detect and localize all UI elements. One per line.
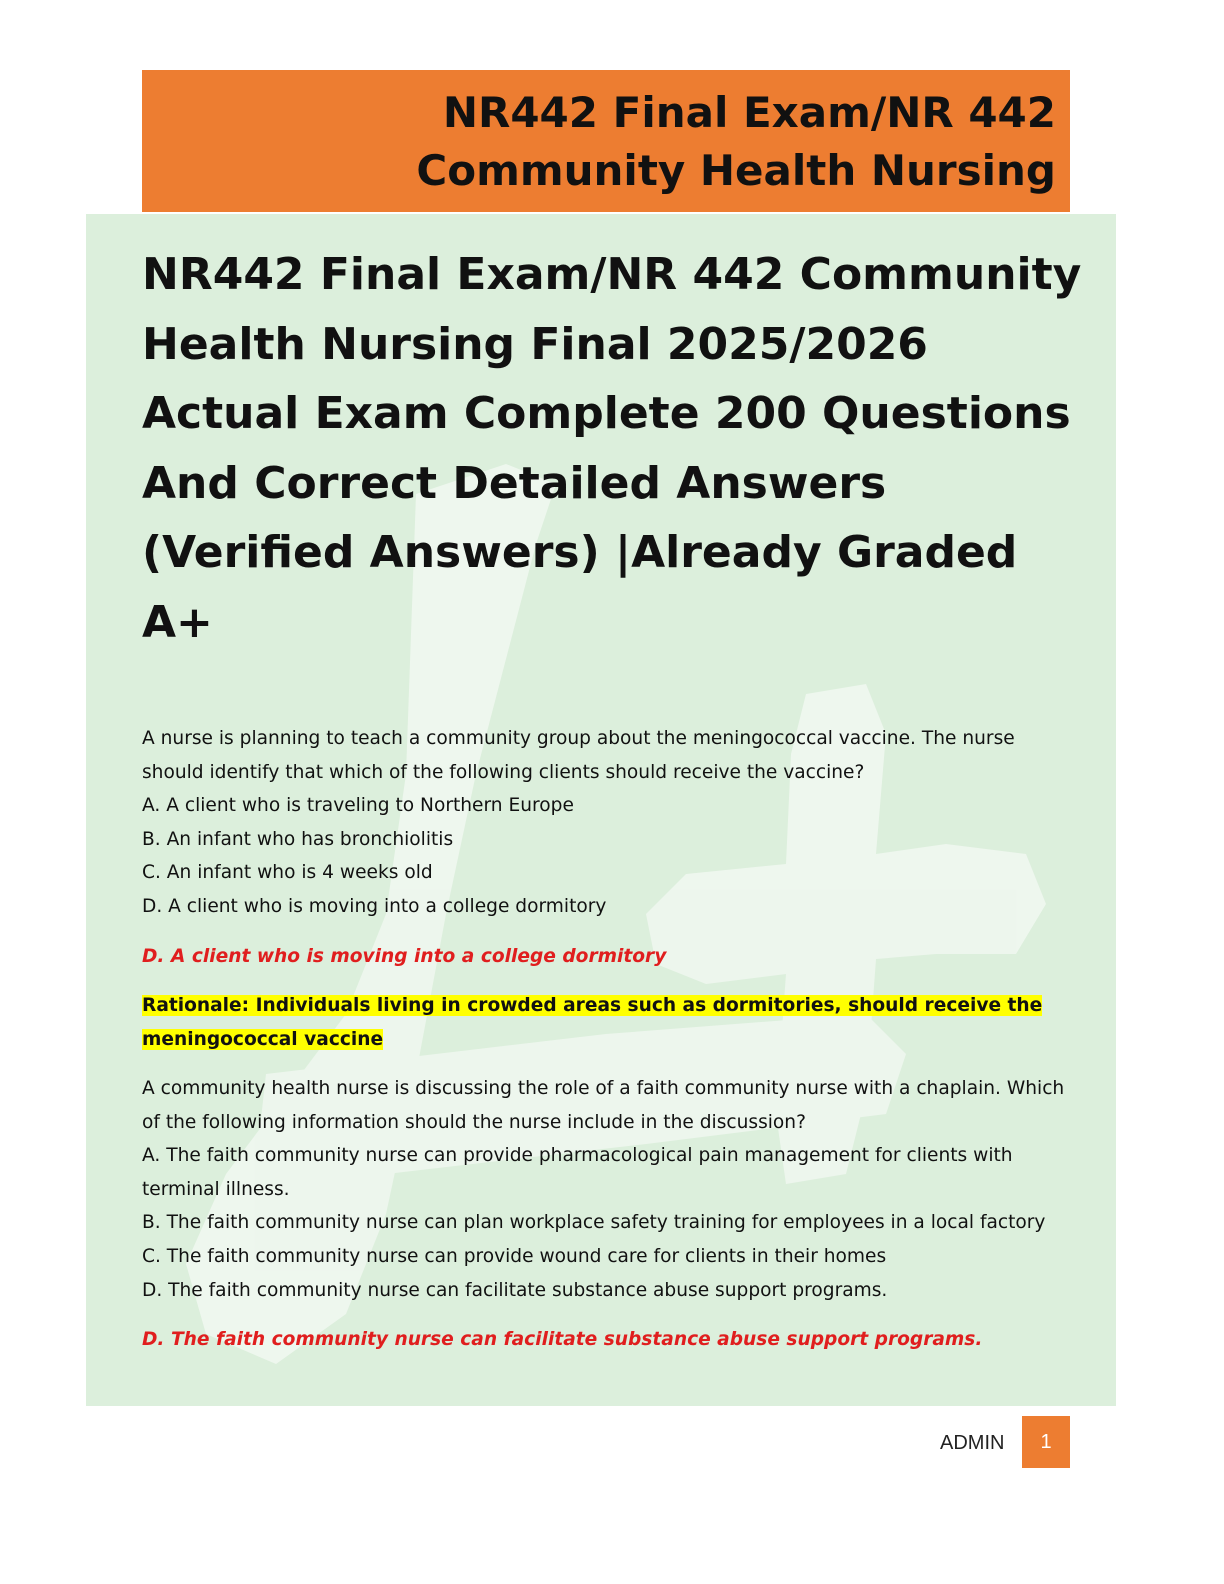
document-title-line: Actual Exam Complete 200 Questions <box>142 388 1071 439</box>
question-block-1 <box>142 722 1072 1056</box>
header-title-line-2: Community Health Nursing <box>416 146 1056 195</box>
question-stem: A nurse is planning to teach a community group about the meningococcal vaccine. The nurse should identify that which of the following clients should receive the vaccine? <box>142 728 1015 783</box>
header-banner <box>142 70 1070 212</box>
question-block-2 <box>142 1072 1072 1357</box>
answer-option: D. A client who is moving into a college dormitory <box>142 895 607 917</box>
document-title-line: Health Nursing Final 2025/2026 <box>142 318 928 370</box>
document-title-line: (Verified Answers) |Already Graded <box>142 527 1018 578</box>
footer-author: ADMIN <box>940 1432 1005 1454</box>
rationale <box>142 989 1072 1056</box>
answer-option: B. An infant who has bronchiolitis <box>142 828 454 850</box>
answer-option: D. The faith community nurse can facilitate substance abuse support programs. <box>142 1279 888 1301</box>
document-title-line: A+ <box>142 596 213 648</box>
document-title-line: And Correct Detailed Answers <box>142 457 887 509</box>
answer-option: A. A client who is traveling to Northern Europe <box>142 795 574 817</box>
page-number: 1 <box>1022 1416 1070 1468</box>
correct-answer: D. The faith community nurse can facilitate substance abuse support programs. <box>142 1329 983 1351</box>
answer-option: C. The faith community nurse can provide wound care for clients in their homes <box>142 1245 887 1267</box>
header-title-line-1: NR442 Final Exam/NR 442 <box>442 88 1056 137</box>
answer-option: C. An infant who is 4 weeks old <box>142 862 433 884</box>
document-title <box>142 240 1082 657</box>
document-title-line: NR442 Final Exam/NR 442 Community <box>142 249 1082 300</box>
answer-option: B. The faith community nurse can plan workplace safety training for employees in a local factory <box>142 1212 1046 1234</box>
correct-answer: D. A client who is moving into a college dormitory <box>142 945 667 967</box>
answer-option: A. The faith community nurse can provide pharmacological pain management for clients with terminal illness. <box>142 1145 1013 1200</box>
rationale-text: Rationale: Individuals living in crowded areas such as dormitories, should receive the meningococcal vaccine <box>142 995 1043 1050</box>
question-stem: A community health nurse is discussing the role of a faith community nurse with a chaplain. Which of the following information should the nurse include in the discussion? <box>142 1078 1065 1133</box>
